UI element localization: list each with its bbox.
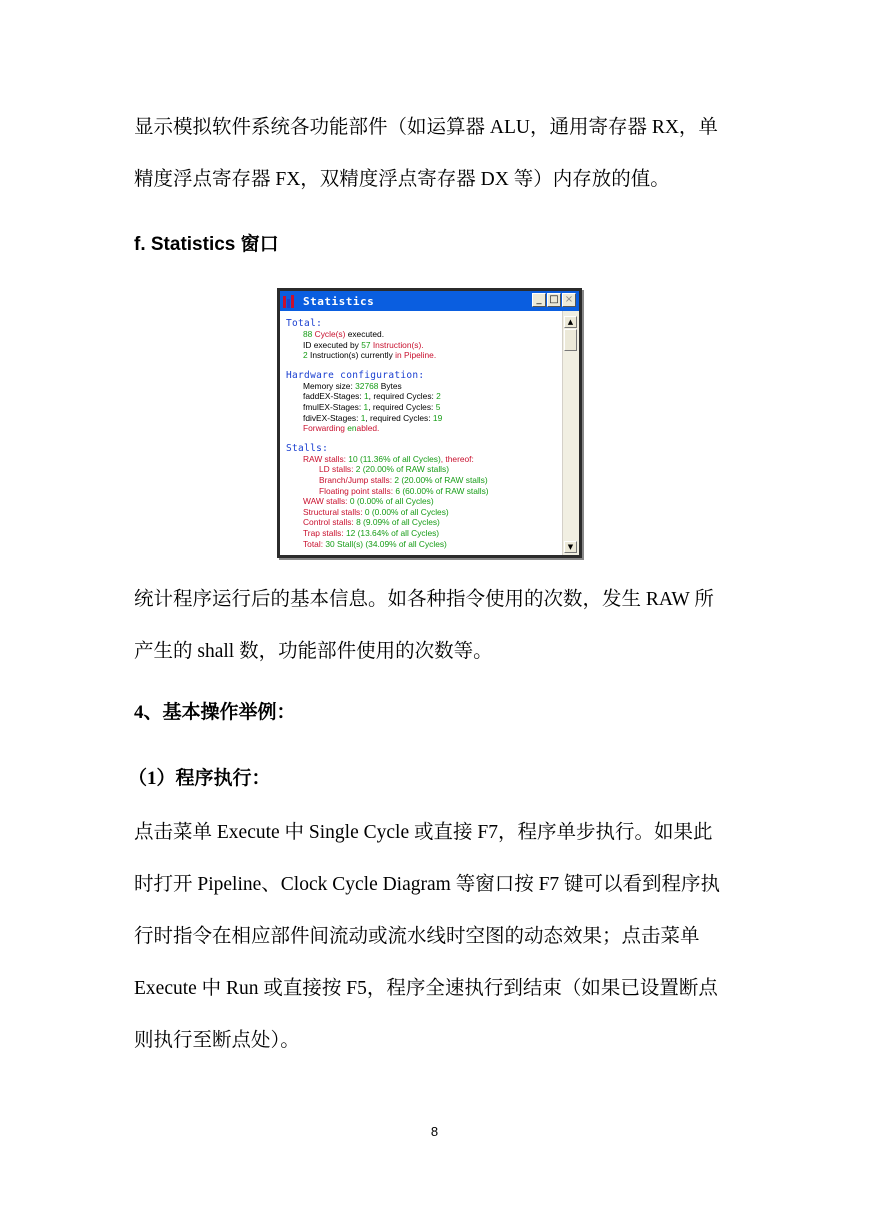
vertical-scrollbar[interactable] xyxy=(562,311,579,555)
fmul-stages-line: fmulEX-Stages: 1, required Cycles: 5 xyxy=(303,401,441,412)
hardware-heading: Hardware configuration: xyxy=(286,369,425,381)
waw-stalls-line: WAW stalls: 0 (0.00% of all Cycles) xyxy=(303,496,434,507)
exec-line-3: 行时指令在相应部件间流动或流水线时空图的动态效果；点击菜单 xyxy=(134,926,700,947)
pipeline-instructions-line: 2 Instruction(s) currently in Pipeline. xyxy=(303,350,437,361)
forwarding-line: Forwarding enabled. xyxy=(303,423,380,434)
intro-paragraph xyxy=(134,102,740,206)
total-heading: Total: xyxy=(286,318,323,329)
window-title: Statistics xyxy=(303,294,375,308)
exec-line-5: 则执行至断点处）。 xyxy=(134,1030,300,1051)
total-stalls-line: Total: 30 Stall(s) (34.09% of all Cycles) xyxy=(303,538,447,549)
section-f-heading: f. Statistics 窗口 xyxy=(134,234,279,255)
scroll-down-icon[interactable]: ▼ xyxy=(564,541,577,553)
statistics-window[interactable] xyxy=(277,288,582,558)
id-executed-line: ID executed by 57 Instruction(s). xyxy=(303,339,424,350)
raw-stalls-line: RAW stalls: 10 (11.36% of all Cycles), thereof: xyxy=(303,453,474,464)
statistics-content xyxy=(280,311,563,555)
exec-line-1: 点击菜单 Execute 中 Single Cycle 或直接 F7，程序单步执行。如果此 xyxy=(134,822,713,843)
scroll-thumb[interactable] xyxy=(564,329,577,351)
fadd-stages-line: faddEX-Stages: 1, required Cycles: 2 xyxy=(303,391,441,402)
exec-line-2: 时打开 Pipeline、Clock Cycle Diagram 等窗口按 F7 键可以看到程序执 xyxy=(134,874,721,895)
page-number: 8 xyxy=(430,1124,439,1139)
close-button[interactable]: × xyxy=(562,293,576,307)
window-titlebar[interactable] xyxy=(280,291,579,311)
fdiv-stages-line: fdivEX-Stages: 1, required Cycles: 19 xyxy=(303,412,443,423)
minimize-button[interactable]: _ xyxy=(532,293,546,307)
branch-jump-stalls-line: Branch/Jump stalls: 2 (20.00% of RAW stalls) xyxy=(319,474,488,485)
exec-line-4: Execute 中 Run 或直接按 F5，程序全速执行到结束（如果已设置断点 xyxy=(134,978,718,999)
statistics-app-icon xyxy=(283,294,297,308)
execution-description xyxy=(134,807,740,1067)
scroll-up-icon[interactable]: ▲ xyxy=(564,316,577,328)
floating-point-stalls-line: Floating point stalls: 6 (60.00% of RAW stalls) xyxy=(319,485,489,496)
stalls-heading: Stalls: xyxy=(286,442,329,454)
cycles-executed-line: 88 Cycle(s) executed. xyxy=(303,329,385,339)
memory-size-line: Memory size: 32768 Bytes xyxy=(303,380,402,391)
ld-stalls-line: LD stalls: 2 (20.00% of RAW stalls) xyxy=(319,464,450,475)
section-4-heading: 4、基本操作举例： xyxy=(134,702,296,723)
section-1-heading: （1）程序执行： xyxy=(128,768,271,789)
trap-stalls-line: Trap stalls: 12 (13.64% of all Cycles) xyxy=(303,527,440,538)
stats-desc-line-1: 统计程序运行后的基本信息。如各种指令使用的次数，发生 RAW 所 xyxy=(134,589,714,610)
maximize-button[interactable]: □ xyxy=(547,293,561,307)
intro-line-1: 显示模拟软件系统各功能部件（如运算器 ALU，通用寄存器 RX，单 xyxy=(134,117,718,138)
stats-desc-line-2: 产生的 shall 数，功能部件使用的次数等。 xyxy=(134,641,493,662)
intro-line-2: 精度浮点寄存器 FX，双精度浮点寄存器 DX 等）内存放的值。 xyxy=(134,169,670,190)
structural-stalls-line: Structural stalls: 0 (0.00% of all Cycles) xyxy=(303,506,449,517)
control-stalls-line: Control stalls: 8 (9.09% of all Cycles) xyxy=(303,517,440,528)
statistics-description xyxy=(134,574,740,678)
